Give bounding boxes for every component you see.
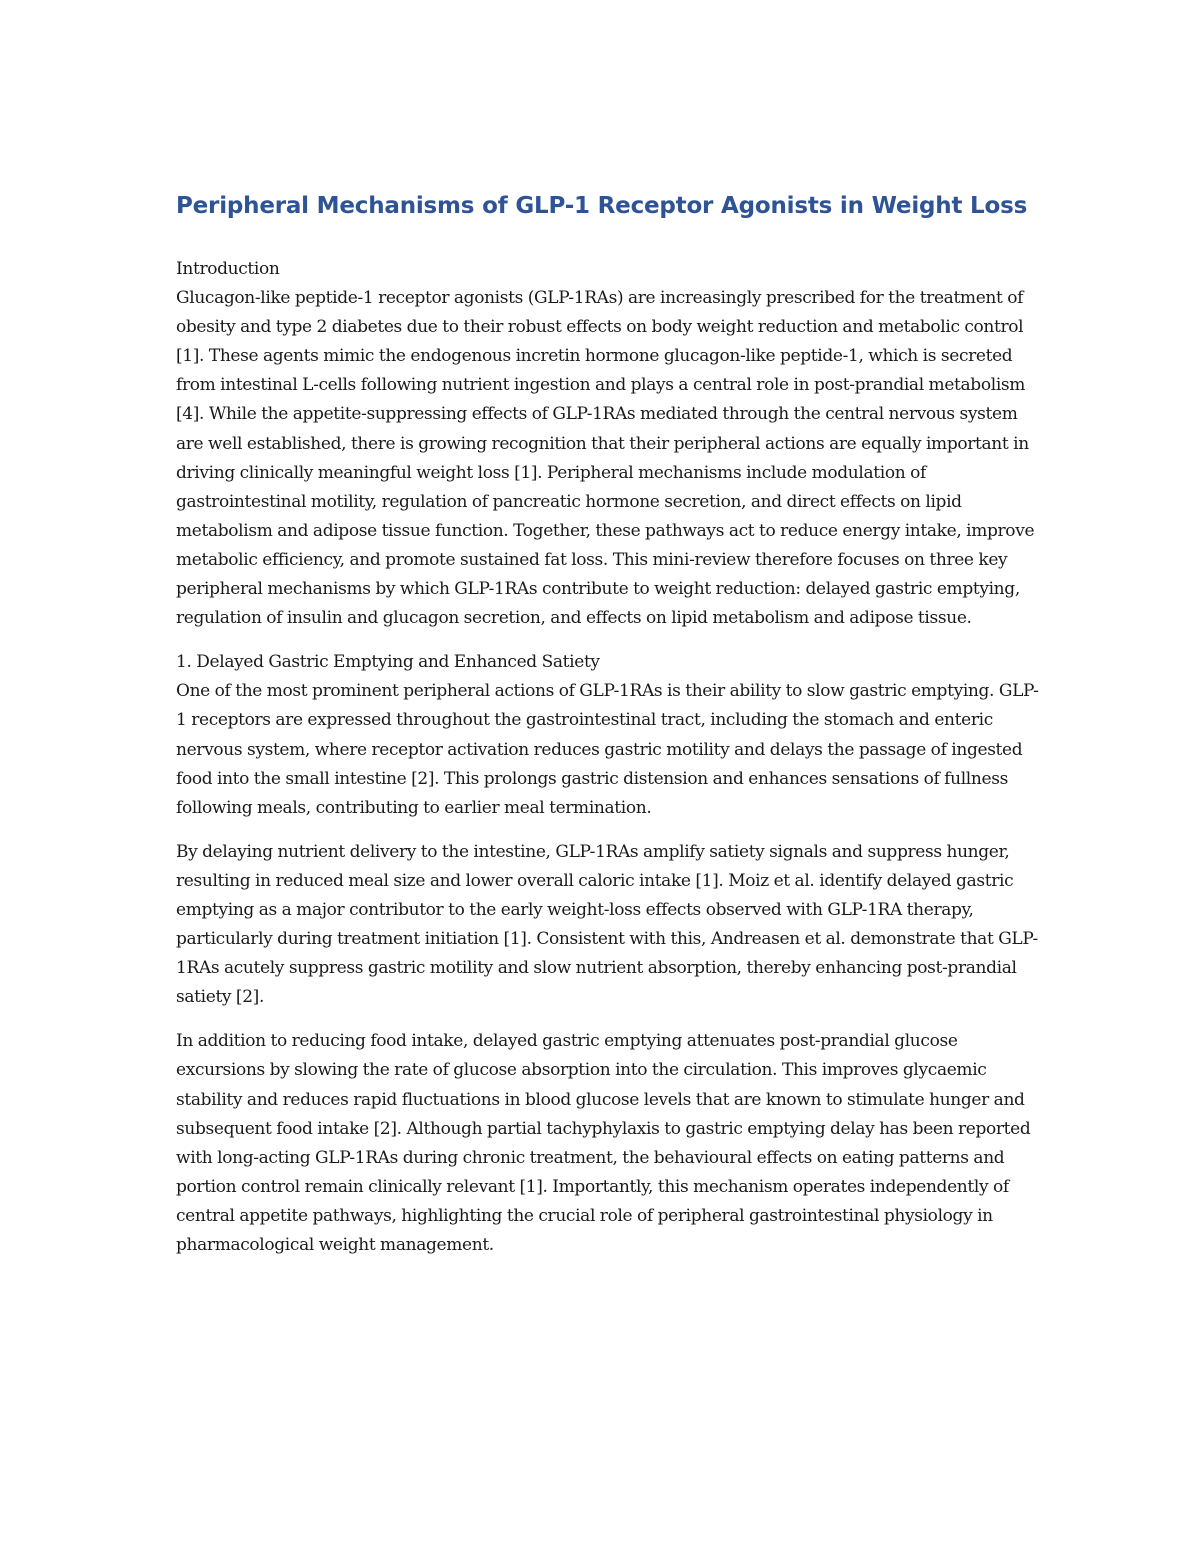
section-introduction: [176, 255, 1044, 633]
paragraph-text: One of the most prominent peripheral actions of GLP-1RAs is their ability to slow gastric emptying. GLP-1 receptors are expressed throughout the gastrointestinal tract, including the stomach and enteric nervous system, where receptor activation reduces gastric motility and delays the passage of ingested food into the small intestine [2]. This prolongs gastric distension and enhances sensations of fullness following meals, contributing to earlier meal termination.: [176, 681, 1039, 818]
paragraph: [176, 648, 1044, 823]
document-title: Peripheral Mechanisms of GLP-1 Receptor Agonists in Weight Loss: [176, 193, 1028, 219]
paragraph: By delaying nutrient delivery to the intestine, GLP-1RAs amplify satiety signals and suppress hunger, resulting in reduced meal size and lower overall caloric intake [1]. Moiz et al. identify delayed gastric emptying as a major contributor to the early weight-loss effects observed with GLP-1RA therapy, particularly during treatment initiation [1]. Consistent with this, Andreasen et al. demonstrate that GLP-1RAs acutely suppress gastric motility and slow nutrient absorption, thereby enhancing post-prandial satiety [2].: [176, 841, 1038, 1008]
section-delayed-gastric-emptying: [176, 648, 1044, 1260]
section-heading: 1. Delayed Gastric Emptying and Enhanced Satiety: [176, 652, 600, 673]
paragraph: [176, 255, 1044, 633]
section-heading: Introduction: [176, 259, 280, 279]
paragraph: In addition to reducing food intake, delayed gastric emptying attenuates post-prandial glucose excursions by slowing the rate of glucose absorption into the circulation. This improves glycaemic stability and reduces rapid fluctuations in blood glucose levels that are known to stimulate hunger and subsequent food intake [2]. Although partial tachyphylaxis to gastric emptying delay has been reported with long-acting GLP-1RAs during chronic treatment, the behavioural effects on eating patterns and portion control remain clinically relevant [1]. Importantly, this mechanism operates independently of central appetite pathways, highlighting the crucial role of peripheral gastrointestinal physiology in pharmacological weight management.: [176, 1031, 1031, 1255]
document-body: [176, 255, 1044, 1275]
paragraph-text: Glucagon-like peptide-1 receptor agonists (GLP-1RAs) are increasingly prescribed for the treatment of obesity and type 2 diabetes due to their robust effects on body weight reduction and metabolic control [1]. These agents mimic the endogenous incretin hormone glucagon-like peptide-1, which is secreted from intestinal L-cells following nutrient ingestion and plays a central role in post-prandial metabolism [4]. While the appetite-suppressing effects of GLP-1RAs mediated through the central nervous system are well established, there is growing recognition that their peripheral actions are equally important in driving clinically meaningful weight loss [1]. Peripheral mechanisms include modulation of gastrointestinal motility, regulation of pancreatic hormone secretion, and direct effects on lipid metabolism and adipose tissue function. Together, these pathways act to reduce energy intake, improve metabolic efficiency, and promote sustained fat loss. This mini-review therefore focuses on three key peripheral mechanisms by which GLP-1RAs contribute to weight reduction: delayed gastric emptying, regulation of insulin and glucagon secretion, and effects on lipid metabolism and adipose tissue.: [176, 288, 1035, 629]
